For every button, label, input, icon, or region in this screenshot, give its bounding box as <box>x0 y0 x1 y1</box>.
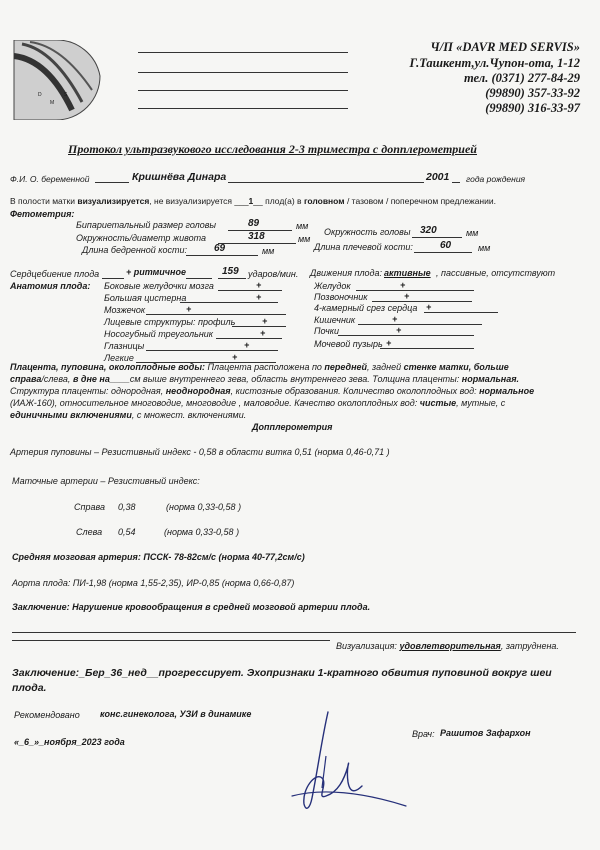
humerus-unit: мм <box>478 243 491 253</box>
anatomy-left-item: Носогубный треугольник <box>104 329 214 339</box>
conclusion-line <box>12 640 330 641</box>
femur-unit: мм <box>262 246 275 256</box>
clinic-name: Ч/П «DAVR MED SERVIS» <box>430 40 580 54</box>
doctor-label: Врач: <box>412 729 435 739</box>
anatomy-line <box>218 290 282 291</box>
uterine-right-norm: (норма 0,33-0,58 ) <box>166 502 242 512</box>
anatomy-line <box>356 290 474 291</box>
vis-part1: В полости матки <box>10 196 75 206</box>
clinic-logo <box>8 40 108 120</box>
placenta-line-4 <box>10 398 505 408</box>
placenta-text: неоднородная <box>165 386 231 396</box>
logo-letter-s: S <box>64 92 68 98</box>
vis-part2: , не визуализируется <box>149 196 232 206</box>
placenta-line-5 <box>10 410 246 420</box>
anatomy-right-value: + <box>392 314 398 324</box>
uterine-left-value: 0,54 <box>118 527 136 537</box>
patient-label: Ф.И. О. беременной <box>10 174 90 184</box>
anatomy-line <box>358 324 482 325</box>
movement-label: Движения плода: <box>310 268 383 278</box>
recommend-label: Рекомендовано <box>14 710 80 720</box>
patient-name-line <box>228 182 424 183</box>
vis-quality-label: Визуализация: <box>336 641 397 651</box>
doctor-name: Рашитов Зафархон <box>440 728 531 738</box>
conclusion-1-label: Заключение: <box>12 602 70 612</box>
head-circ-label: Окружность головы <box>324 227 411 237</box>
header-line <box>138 72 348 73</box>
anatomy-right-item: Почки <box>314 326 340 336</box>
anatomy-line <box>372 301 472 302</box>
anatomy-right-value: + <box>426 302 432 312</box>
anatomy-line <box>424 312 498 313</box>
humerus-value: 60 <box>440 240 452 251</box>
anatomy-right-item: Мочевой пузырь <box>314 339 383 349</box>
placenta-text: стенке матки, больше <box>403 362 509 372</box>
placenta-line-1 <box>10 362 509 372</box>
bpd-unit: мм <box>296 221 309 231</box>
placenta-text: , с множест. включениями. <box>131 410 247 420</box>
patient-year-label: года рождения <box>466 174 526 184</box>
conclusion-2-line-2: плода. <box>12 682 47 694</box>
abd-line <box>218 243 296 244</box>
anatomy-left-item: Глазницы <box>104 341 145 351</box>
anatomy-right-value: + <box>404 291 410 301</box>
placenta-text: /слева, <box>41 374 73 384</box>
femur-label: Длина бедренной кости: <box>82 245 188 255</box>
placenta-text: , кистозные образования. Количество околоплодных вод: <box>230 386 480 396</box>
vis-quality-value: удовлетворительная <box>399 641 501 651</box>
placenta-text: , задней <box>367 362 404 372</box>
femur-value: 69 <box>214 243 226 254</box>
anatomy-right-item: 4-камерный срез сердца <box>314 303 418 313</box>
anatomy-line <box>146 350 278 351</box>
anatomy-left-item: Легкие <box>104 353 134 363</box>
anatomy-right-value: + <box>386 338 392 348</box>
header-line <box>138 90 348 91</box>
recommend-value: конс.гинеколога, УЗИ в динамике <box>100 709 252 719</box>
anatomy-left-item: Лицевые структуры: профиль <box>104 317 236 327</box>
heart-rate-unit: ударов/мин. <box>248 269 299 279</box>
vis-part4: / тазовом / поперечном предлежании. <box>346 196 496 206</box>
anatomy-right-value: + <box>396 325 402 335</box>
clinic-phone-3: (99890) 316-33-97 <box>485 101 580 115</box>
conclusion-1-text: Нарушение кровообращения в средней мозговой артерии плода. <box>72 602 371 612</box>
anatomy-right-value: + <box>400 280 406 290</box>
patient-year: 2001 <box>426 171 450 183</box>
placenta-text: нормальная. <box>461 374 520 384</box>
uterine-left-norm: (норма 0,33-0,58 ) <box>164 527 240 537</box>
anatomy-left-value: + <box>232 352 238 362</box>
humerus-line <box>414 252 472 253</box>
anatomy-left-item: Большая цистерна <box>104 293 187 303</box>
placenta-text: чистые <box>419 398 457 408</box>
anatomy-left-value: + <box>256 280 262 290</box>
doctor-signature <box>282 708 412 818</box>
doppler-heading: Допплерометрия <box>252 422 333 432</box>
patient-name: Кришнёва Динара <box>132 171 227 183</box>
placenta-text: (ИАЖ-160), относительное многоводие, многоводие , маловодие. Качество околоплодных вод: <box>10 398 420 408</box>
uterine-right-label: Справа <box>74 502 105 512</box>
placenta-text: ____см выше внутреннего зева, область внутреннего зева. Толщина плаценты: <box>109 374 462 384</box>
anatomy-line <box>232 326 286 327</box>
anatomy-line <box>216 338 282 339</box>
abd-value: 318 <box>248 231 265 242</box>
anatomy-right-item: Кишечник <box>314 315 356 325</box>
vis-part3: плод(а) в <box>265 196 302 206</box>
head-circ-line <box>412 237 462 238</box>
protocol-date: «_6_»_ноября_2023 года <box>14 737 125 747</box>
heart-blank <box>102 278 124 279</box>
anatomy-label: Анатомия плода: <box>10 281 91 291</box>
conclusion-2-line-1: Заключение:_Бер_36_нед__прогрессирует. Эхопризнаки 1-кратного обвития пуповиной вокруг шеи <box>12 667 552 679</box>
conclusion-1 <box>12 602 370 612</box>
clinic-address: Г.Ташкент,ул.Чупон-ота, 1-12 <box>409 56 580 70</box>
header-line <box>138 52 348 53</box>
placenta-heading: Плацента, пуповина, околоплодные воды: <box>10 362 206 372</box>
anatomy-line <box>180 302 278 303</box>
heart-rhythm-line <box>186 278 212 279</box>
heart-rate: 159 <box>222 266 239 277</box>
aorta-line: Аорта плода: ПИ-1,98 (норма 1,55-2,35), ИР-0,85 (норма 0,66-0,87) <box>12 578 295 588</box>
femur-line <box>186 255 258 256</box>
placenta-text: Плацента расположена по <box>205 362 325 372</box>
heart-rate-line <box>218 278 246 279</box>
uterine-left-label: Слева <box>76 527 103 537</box>
anatomy-line <box>146 314 286 315</box>
page-title: Протокол ультразвукового исследования 2-3 триместра с допплерометрией <box>68 142 477 156</box>
anatomy-left-item: Боковые желудочки мозга <box>104 281 214 291</box>
anatomy-left-value: + <box>256 292 262 302</box>
logo-letter-m: M <box>50 100 55 106</box>
umbilical-artery: Артерия пуповины – Резистивный индекс - 0,58 в области витка 0,51 (норма 0,46-0,71 ) <box>10 447 390 457</box>
clinic-phone-2: (99890) 357-33-92 <box>485 86 580 100</box>
anatomy-left-value: + <box>244 340 250 350</box>
patient-year-line <box>452 182 460 183</box>
placenta-text: передней <box>324 362 368 372</box>
placenta-text: нормальное <box>479 386 535 396</box>
uterine-right-value: 0,38 <box>118 502 136 512</box>
anatomy-left-value: + <box>260 328 266 338</box>
anatomy-left-value: + <box>186 304 192 314</box>
humerus-label: Длина плечевой кости: <box>314 242 413 252</box>
bpd-value: 89 <box>248 218 260 229</box>
clinic-phone-1: тел. (0371) 277-84-29 <box>464 71 580 85</box>
patient-blank <box>95 182 129 183</box>
anatomy-line <box>338 335 474 336</box>
anatomy-line <box>380 348 474 349</box>
vis-bold2: головном <box>303 196 345 206</box>
fetometry-label: Фетометрия: <box>10 209 75 219</box>
anatomy-right-item: Желудок <box>314 281 351 291</box>
heart-label: Сердцебиение плода <box>10 269 100 279</box>
conclusion-line <box>12 632 576 633</box>
placenta-text: в дне на <box>72 374 110 384</box>
placenta-text: , мутные, с <box>456 398 506 408</box>
mca-line: Средняя мозговая артерия: ПССК- 78-82см/с (норма 40-77,2см/с) <box>12 552 305 562</box>
anatomy-left-value: + <box>262 316 268 326</box>
abd-unit: мм <box>298 234 311 244</box>
vis-count: 1 <box>248 196 254 206</box>
abd-label: Окружность/диаметр живота <box>76 233 207 243</box>
movement-rest: , пассивные, отсутствуют <box>436 268 556 278</box>
anatomy-right-item: Позвоночник <box>314 292 368 302</box>
placenta-line-3 <box>10 386 534 396</box>
head-circ-value: 320 <box>420 225 437 236</box>
placenta-line-2 <box>10 374 519 384</box>
placenta-text: единичными включениями <box>10 410 132 420</box>
bpd-label: Бипариетальный размер головы <box>76 220 217 230</box>
visualization-sentence: В полости матки визуализируется, не визуализируется ___1__ плод(а) в головном / тазовом / поперечном предлежании. <box>10 196 496 206</box>
visualization-quality <box>336 641 559 651</box>
uterine-label: Маточные артерии – Резистивный индекс: <box>12 476 200 486</box>
movement-value: активные <box>384 268 431 278</box>
anatomy-left-item: Мозжечок <box>104 305 146 315</box>
logo-letter-d: D <box>38 92 42 98</box>
head-circ-unit: мм <box>466 228 479 238</box>
placenta-text: Структура плаценты: однородная, <box>10 386 166 396</box>
header-line <box>138 108 348 109</box>
vis-bold1: визуализируется <box>77 196 150 206</box>
vis-quality-rest: , затруднена. <box>500 641 559 651</box>
placenta-text: справа <box>10 374 42 384</box>
heart-rhythm: + ритмичное <box>126 267 186 277</box>
